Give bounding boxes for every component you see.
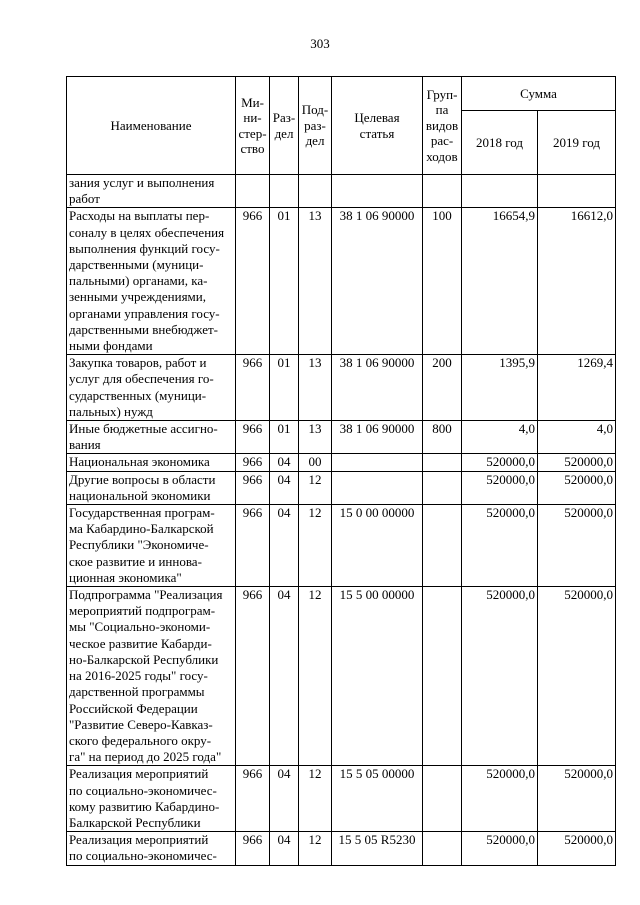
cell-target-article: 38 1 06 90000 xyxy=(332,355,423,421)
page-number: 303 xyxy=(310,36,330,51)
cell-ministry xyxy=(236,175,270,208)
cell-expense-group xyxy=(423,505,462,587)
cell-ministry: 966 xyxy=(236,454,270,471)
cell-name: Подпрограмма "Реализация мероприятий подпрограм- мы "Социально-экономи- ческое развитие Кабарди- но-Балкарской Республики на 2016-2025 годы" госу- дарственной программы Российской Федерации "Развитие Северо-Кавказ- ского федерального окру- га" на период до 2025 года" xyxy=(67,587,236,766)
cell-name: Иные бюджетные ассигно- вания xyxy=(67,421,236,454)
cell-sum-2019: 520000,0 xyxy=(538,505,616,587)
cell-section: 04 xyxy=(270,454,299,471)
cell-sum-2019: 520000,0 xyxy=(538,832,616,865)
cell-section xyxy=(270,175,299,208)
cell-subsection: 12 xyxy=(299,471,332,504)
cell-section: 04 xyxy=(270,832,299,865)
cell-subsection xyxy=(299,175,332,208)
cell-section: 01 xyxy=(270,355,299,421)
cell-sum-2018: 520000,0 xyxy=(462,454,538,471)
cell-expense-group: 200 xyxy=(423,355,462,421)
cell-subsection: 13 xyxy=(299,421,332,454)
cell-sum-2018: 520000,0 xyxy=(462,832,538,865)
cell-expense-group: 100 xyxy=(423,208,462,355)
cell-expense-group xyxy=(423,587,462,766)
cell-sum-2018: 4,0 xyxy=(462,421,538,454)
table-row xyxy=(67,832,616,865)
cell-ministry: 966 xyxy=(236,587,270,766)
cell-name: Национальная экономика xyxy=(67,454,236,471)
table-row xyxy=(67,587,616,766)
header-year-2019: 2019 год xyxy=(538,111,616,175)
cell-section: 01 xyxy=(270,208,299,355)
cell-subsection: 12 xyxy=(299,505,332,587)
cell-target-article: 15 5 05 00000 xyxy=(332,766,423,832)
cell-target-article: 15 0 00 00000 xyxy=(332,505,423,587)
cell-subsection: 00 xyxy=(299,454,332,471)
cell-name: зания услуг и выполнения работ xyxy=(67,175,236,208)
header-year-2018: 2018 год xyxy=(462,111,538,175)
cell-sum-2019: 4,0 xyxy=(538,421,616,454)
cell-ministry: 966 xyxy=(236,355,270,421)
cell-expense-group xyxy=(423,471,462,504)
cell-expense-group xyxy=(423,832,462,865)
cell-subsection: 13 xyxy=(299,208,332,355)
cell-name: Расходы на выплаты пер- соналу в целях обеспечения выполнения функций госу- дарственными (муници- пальными) органами, ка- зенными учреждениями, органами управления госу- дарственными внебюджет- ными фондами xyxy=(67,208,236,355)
cell-sum-2018 xyxy=(462,175,538,208)
table-row xyxy=(67,471,616,504)
header-section: Раз- дел xyxy=(270,77,299,175)
cell-sum-2018: 520000,0 xyxy=(462,505,538,587)
budget-table xyxy=(66,76,616,866)
cell-target-article: 38 1 06 90000 xyxy=(332,208,423,355)
cell-sum-2019: 520000,0 xyxy=(538,454,616,471)
cell-ministry: 966 xyxy=(236,766,270,832)
cell-subsection: 12 xyxy=(299,766,332,832)
cell-ministry: 966 xyxy=(236,421,270,454)
cell-subsection: 12 xyxy=(299,832,332,865)
table-row xyxy=(67,208,616,355)
cell-name: Реализация мероприятий по социально-экономичес- xyxy=(67,832,236,865)
cell-target-article xyxy=(332,471,423,504)
cell-sum-2019: 520000,0 xyxy=(538,587,616,766)
cell-expense-group xyxy=(423,454,462,471)
table-row xyxy=(67,355,616,421)
cell-sum-2018: 1395,9 xyxy=(462,355,538,421)
cell-expense-group xyxy=(423,175,462,208)
cell-target-article: 15 5 05 R5230 xyxy=(332,832,423,865)
cell-sum-2018: 16654,9 xyxy=(462,208,538,355)
cell-section: 04 xyxy=(270,471,299,504)
table-row xyxy=(67,421,616,454)
cell-ministry: 966 xyxy=(236,208,270,355)
cell-subsection: 13 xyxy=(299,355,332,421)
cell-section: 04 xyxy=(270,587,299,766)
table-row xyxy=(67,175,616,208)
cell-expense-group xyxy=(423,766,462,832)
cell-section: 04 xyxy=(270,766,299,832)
cell-sum-2019: 520000,0 xyxy=(538,766,616,832)
cell-name: Закупка товаров, работ и услуг для обеспечения го- сударственных (муници- пальных) нужд xyxy=(67,355,236,421)
table-row xyxy=(67,766,616,832)
cell-ministry: 966 xyxy=(236,505,270,587)
cell-sum-2018: 520000,0 xyxy=(462,766,538,832)
cell-name: Реализация мероприятий по социально-экономичес- кому развитию Кабардино- Балкарской Республики xyxy=(67,766,236,832)
cell-section: 04 xyxy=(270,505,299,587)
header-ministry: Ми- ни- стер- ство xyxy=(236,77,270,175)
cell-target-article: 38 1 06 90000 xyxy=(332,421,423,454)
cell-target-article: 15 5 00 00000 xyxy=(332,587,423,766)
cell-sum-2018: 520000,0 xyxy=(462,471,538,504)
table-body xyxy=(67,175,616,866)
cell-name: Другие вопросы в области национальной экономики xyxy=(67,471,236,504)
cell-ministry: 966 xyxy=(236,832,270,865)
cell-ministry: 966 xyxy=(236,471,270,504)
cell-sum-2019: 16612,0 xyxy=(538,208,616,355)
cell-section: 01 xyxy=(270,421,299,454)
cell-sum-2019: 520000,0 xyxy=(538,471,616,504)
header-sum: Сумма xyxy=(462,77,616,111)
cell-name: Государственная програм- ма Кабардино-Балкарской Республики "Экономиче- ское развитие и иннова- ционная экономика" xyxy=(67,505,236,587)
cell-sum-2018: 520000,0 xyxy=(462,587,538,766)
cell-sum-2019 xyxy=(538,175,616,208)
table-row xyxy=(67,454,616,471)
cell-target-article xyxy=(332,175,423,208)
cell-sum-2019: 1269,4 xyxy=(538,355,616,421)
table-row xyxy=(67,505,616,587)
header-subsection: Под- раз- дел xyxy=(299,77,332,175)
cell-target-article xyxy=(332,454,423,471)
header-target-article: Целевая статья xyxy=(332,77,423,175)
header-expense-group: Груп- па видов рас- ходов xyxy=(423,77,462,175)
header-row xyxy=(67,77,616,111)
cell-subsection: 12 xyxy=(299,587,332,766)
header-name: Наименование xyxy=(67,77,236,175)
cell-expense-group: 800 xyxy=(423,421,462,454)
